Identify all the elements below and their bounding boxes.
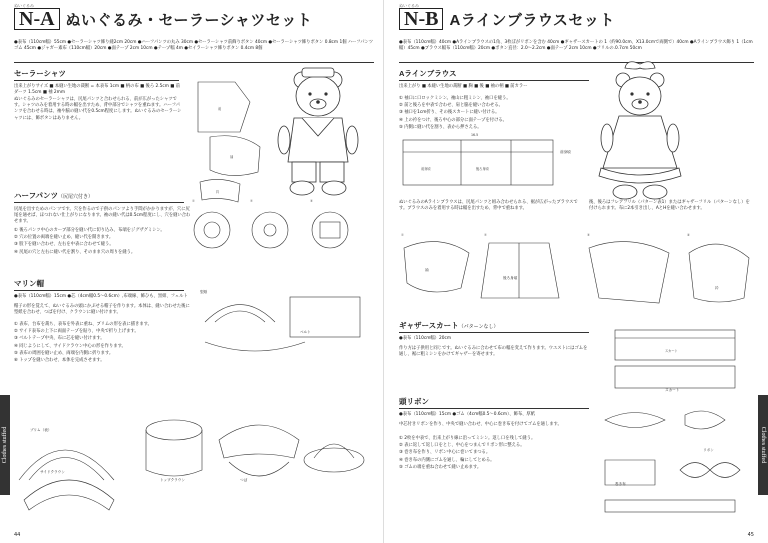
cap-construction-diagrams xyxy=(14,400,374,520)
skirt-body: 作り方は子供用と同じです。ぬいぐるみに合わせて布の幅を変えて作ります。ウエストにはゴムを通し、裾に粗ミシンをかけてギャザーを寄せます。 xyxy=(399,346,588,358)
svg-text:③: ③ xyxy=(310,199,313,203)
right-side-tab-label: Clothes stuffed xyxy=(760,426,767,464)
step: ① 表布、台布を裁ち、表布を外表に重ね、ブリムの形を表に描きます。 xyxy=(14,322,152,327)
right-side-tab xyxy=(758,395,768,495)
caption-back-bodice: 後ろ身頃 xyxy=(503,276,518,280)
step: ③ 袖口を1cm折り、その後スカートに縫い付ける。 xyxy=(399,110,500,116)
step: ⑤ ゴムの端を重ね合わせて縫い止めます。 xyxy=(399,464,482,470)
sec2-steps xyxy=(14,228,194,257)
ribbon-materials: ●表布（110cm幅）15cm ●ゴム（4cm幅0.5〜0.6cm）、飾布、厚紙 xyxy=(399,412,536,417)
step: ④ 尻尾の穴と左右に縫い代を割り、そのまま穴の周りを縫う。 xyxy=(14,249,136,255)
skirt-diagram xyxy=(610,322,750,397)
blouse-construction-diagrams xyxy=(399,228,754,313)
caption-belt: ベルト xyxy=(300,330,311,334)
sec1-note: 出来上がりサイズ ■ 本縫い生地の裁断 = 本表布 1cm ■ 柄の布 ■ 後ろ 2.5cm ■ 前ダーツ 1.5cm ■ 袖 2mm xyxy=(14,84,180,96)
sec-gather-skirt xyxy=(399,320,589,333)
sec-sailor-shirt: セーラーシャツ xyxy=(14,68,179,81)
caption-visor: つば xyxy=(240,478,248,482)
sec-head-ribbon: 頭リボン xyxy=(399,396,589,409)
blouse-body: ぬいぐるみのAラインブラウスは、尻尾パンツと組み合わせられる、裾が広がったブラウスです。ブラウスのみを着用する時は幅を出すため、背中で重ねます。 xyxy=(399,200,578,212)
ribbon-steps xyxy=(399,436,589,472)
caption-top-crown: トップクラウン xyxy=(160,478,185,482)
left-materials: ●表布（110cm幅）55cm ●セーラーシャツ飾り縫2cm 20cm ●ハーフパンツの丸み 30cm ●セーラーシャツ前飾りボタン 40cm ●セーラーシャツ飾りボタン 0.8cm 1個 ハーフパンツゴム 45cm ●ジャガー素布（110cm幅）20cm ●面テープ 2cm 10cm ●テープ幅 4m ●セイラーシャツ飾りボタン 0.4cm 8個 xyxy=(14,40,374,51)
caption-collar: 衿 xyxy=(715,286,719,290)
cap-pattern xyxy=(195,282,375,362)
blouse-cutting-diagram xyxy=(401,130,591,200)
step: ① 袖口に口ロックミシン。袖山に粗ミシン、袖口を縫う。 xyxy=(399,96,511,101)
left-title: ぬいぐるみ・セーラーシャツセット xyxy=(65,11,313,29)
sec3-body: 帽子の形を覚えて、ぬいぐるみの頭にかぶせる帽子を作ります。本体は、縫い合わせた後に型紙を合わせ、つばを付け、クラウンに縫い付けます。 xyxy=(14,304,190,316)
svg-text:前: 前 xyxy=(218,107,222,111)
sec2-body: 尻尾を出すためのパンツです。穴を作るので子供のパンツより手間がかかりますが、穴に尻尾を通せば、ほつれない仕上がりになります。袖の縫い代は0.5cm程度にし、穴を縫い合わせます。 xyxy=(14,207,191,225)
skirt-materials: ●表布（110cm幅）20cm xyxy=(399,336,451,341)
right-badge: N-B xyxy=(399,8,443,30)
ribbon-diagrams xyxy=(595,400,755,530)
svg-text:①: ① xyxy=(192,199,195,203)
caption-skirt: スカート xyxy=(665,388,680,392)
blouse-steps xyxy=(399,96,589,132)
svg-text:袖: 袖 xyxy=(230,155,234,159)
pants-diagrams xyxy=(190,196,375,266)
left-kicker: ぬいぐるみ xyxy=(14,3,34,8)
caption-side-crown: サイドクラウン xyxy=(40,470,65,474)
sailor-pattern-pieces xyxy=(190,72,280,212)
step: ② サイド表布の上下に両面テープを貼り、中央で折り上げます。 xyxy=(14,329,139,335)
right-materials: ●表布（110cm幅）40cm ●Aラインブラウスの1角、3枚ぼがリボンを含む 40cm ●ギャザースカートの 1（約90.0cm、X13.0cmで両側で）40cm ●Aラインブラウス飾り 1（1cm幅）45cm ●ブラウス幅布（110cm幅）20cm ●ボタン直径：2.0〜2.2cm ●面テープ 2cm 10cm ●フリルの.0.7cm 50cm xyxy=(399,40,753,51)
sec-half-pants xyxy=(14,190,184,203)
blouse-caption-front: 前身頃 xyxy=(560,150,571,154)
step: ③ 巻き布を作り、リボン中心に巻いてまつる。 xyxy=(399,450,491,456)
divider xyxy=(399,62,754,63)
svg-text:前身頃: 前身頃 xyxy=(421,167,431,171)
svg-text:③: ③ xyxy=(587,233,590,237)
sec2-subtitle: （尻尾穴付き） xyxy=(58,194,94,200)
sec2-subtitle: （パターンなし） xyxy=(458,324,499,330)
step: ① 2枚を中表で、出来上がり線に沿ってミシン。返し口を残して縫う。 xyxy=(399,436,536,441)
svg-text:②: ② xyxy=(250,199,253,203)
right-page-number: 45 xyxy=(747,532,754,538)
step: ② 表に返して返し口をとじ、中心をつまんでリボン形に整える。 xyxy=(399,443,525,449)
bear-dress-illustration xyxy=(597,60,683,205)
step: ⑤ 内側に縫い代を割り、表から押さえる。 xyxy=(399,124,482,130)
sec3-steps xyxy=(14,322,194,365)
caption-ribbon: リボン xyxy=(703,448,714,452)
right-kicker: ぬいぐるみ xyxy=(399,3,419,8)
left-page-number: 44 xyxy=(14,532,21,538)
sec-a-line-blouse: Aラインブラウス xyxy=(399,68,589,81)
step: ④ 巻き布の内側にゴムを通し、輪にしてとめる。 xyxy=(399,457,495,463)
caption-sleeve: 袖 xyxy=(425,268,429,272)
step: ② 前と後ろを中表で合わせ、肩と脇を縫い合わせる。 xyxy=(399,103,503,109)
sec-marine-cap: マリン帽 xyxy=(14,278,184,291)
svg-text:スカート: スカート xyxy=(665,349,678,353)
bear-sailor-illustration xyxy=(278,62,358,202)
svg-text:②: ② xyxy=(484,233,487,237)
sec1-body: ぬいぐるみのセーラーシャツは、尻尾パンツと合わせられる、前が広がったシャツです。シャツのみを着用する時の幅を出すため、背中部分でシャツを重ねます。ハーフパンツを合わせる時は、袖や脇の縫い代を0.5cm程度にします。ぬいぐるみのセーラーシャツには、飾ボタンはありません。 xyxy=(14,97,182,121)
left-side-tab-label: Clothes stuffed xyxy=(2,426,9,464)
step: ④ 同じようにして、サイドクラウン中心の形を作ります。 xyxy=(14,343,126,349)
caption-brim: 型紙 xyxy=(200,290,208,294)
blouse-note: 出来上がり ■ 本縫い生地の裁断 ■ 胸 ■ 後 ■ 袖の柄 ■ 前カラー xyxy=(399,84,528,89)
step: ④ 上の衿をつけ、後ろ中心の部分に面テープを付ける。 xyxy=(399,117,507,123)
step: ⑤ 表布の周囲を縫い止め、両端を内側に折ります。 xyxy=(14,350,114,356)
left-header xyxy=(14,8,312,30)
svg-text:④: ④ xyxy=(687,233,690,237)
ribbon-body: 中芯付きリボンを作り、中央で縫い合わせ、中心に巻き布を付けてゴムを通します。 xyxy=(399,422,562,427)
svg-text:16.5: 16.5 xyxy=(471,133,479,137)
left-badge: N-A xyxy=(14,8,60,30)
sec3-materials: ●表布（110cm幅）15cm ●芯（4cm幅0.5〜0.6cm）,布端線、飾ひも、黒紺、フェルト xyxy=(14,294,188,299)
step: ② 穴の位置の両端を縫い止め、縫い代を開きます。 xyxy=(14,235,114,241)
step: ① 後ろパンツ中心のカーブ部分を縫い代に切り込み、布端をジグザグミシン。 xyxy=(14,228,165,233)
sec2-title: ハーフパンツ xyxy=(14,191,59,200)
svg-text:①: ① xyxy=(401,233,404,237)
caption-brim-front: ブリム（表） xyxy=(30,428,52,432)
step: ③ 股下を縫い合わせ、左右を中表に合わせて縫う。 xyxy=(14,242,114,248)
right-header xyxy=(399,8,615,30)
left-side-tab xyxy=(0,395,10,495)
right-title: Aラインブラウスセット xyxy=(449,11,615,29)
step: ⑥ トップを縫い合わせ、本体を完成させます。 xyxy=(14,358,105,364)
right-page xyxy=(385,0,768,543)
frill-note: 後、後ろはフレアフリル（パターン表1）またはギャザーフリル（パターンなし）を付けられます。布に2本引き出し、AとHを縫い合わせます。 xyxy=(589,200,750,212)
svg-text:衿: 衿 xyxy=(216,190,220,194)
svg-text:後ろ身頃: 後ろ身頃 xyxy=(476,167,489,171)
sec2-title: ギャザースカート xyxy=(399,321,459,330)
step: ③ ベルトテープ中央、布に芯を縫い付けます。 xyxy=(14,336,105,342)
caption-wrap-cloth: 巻き布 xyxy=(615,482,626,486)
